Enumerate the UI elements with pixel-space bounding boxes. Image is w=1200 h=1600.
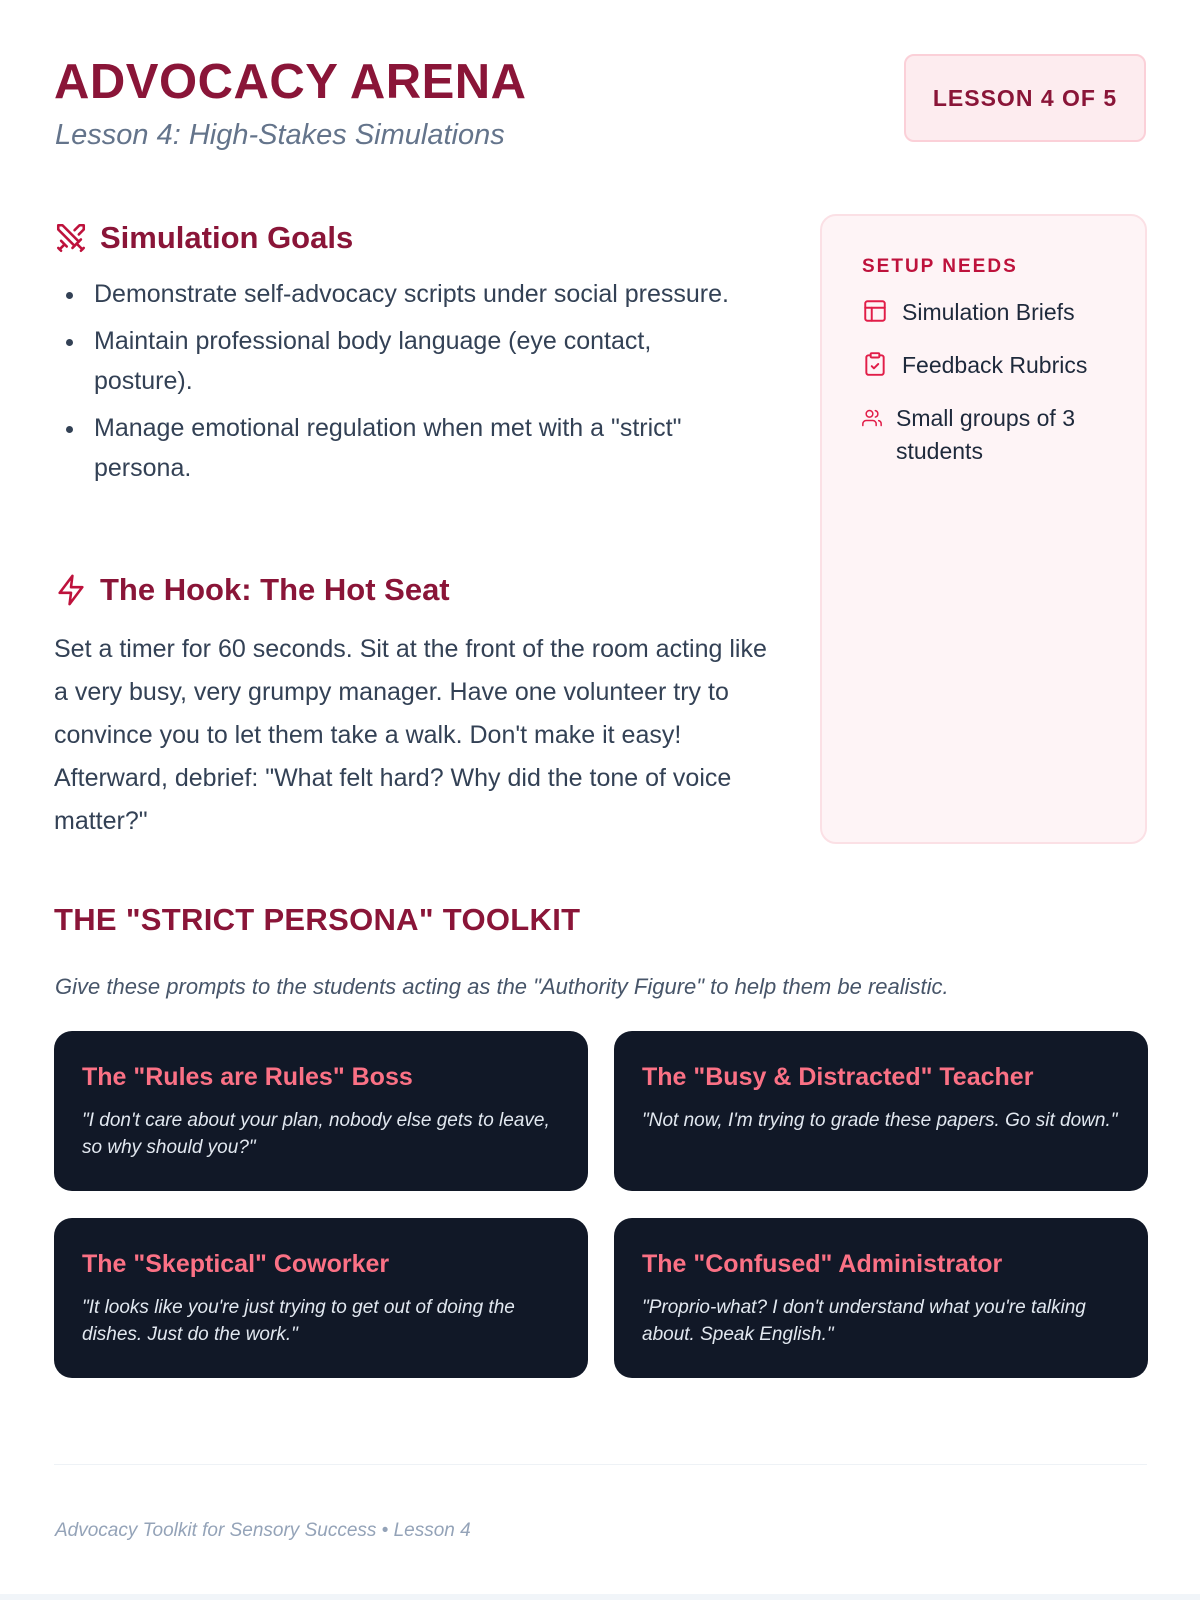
page-title: ADVOCACY ARENA: [54, 55, 527, 109]
list-item: Demonstrate self-advocacy scripts under social pressure.: [54, 274, 754, 314]
bottom-strip: [0, 1594, 1200, 1600]
persona-card-busy-teacher: [614, 1031, 1148, 1191]
persona-card-skeptical-coworker: [54, 1218, 588, 1378]
persona-card-title: The "Skeptical" Coworker: [82, 1250, 390, 1278]
lesson-badge: LESSON 4 OF 5: [904, 54, 1146, 142]
persona-card-rules-boss: [54, 1031, 588, 1191]
hook-heading-label: The Hook: The Hot Seat: [100, 572, 450, 607]
persona-card-title: The "Rules are Rules" Boss: [82, 1063, 413, 1091]
persona-card-quote: "Not now, I'm trying to grade these papers. Go sit down.": [642, 1110, 1118, 1131]
persona-card-quote: "Proprio-what? I don't understand what you're talking about. Speak English.": [642, 1297, 1086, 1345]
lightning-icon: [54, 573, 88, 607]
clipboard-check-icon: [862, 351, 888, 377]
toolkit-intro: Give these prompts to the students acting as the "Authority Figure" to help them be realistic.: [55, 974, 949, 999]
page-subtitle: Lesson 4: High-Stakes Simulations: [55, 119, 505, 151]
setup-panel: [820, 214, 1147, 844]
setup-item-briefs: [862, 296, 1145, 329]
hook-heading: [54, 572, 450, 608]
setup-item-label: Simulation Briefs: [902, 299, 1075, 325]
hook-text: Set a timer for 60 seconds. Sit at the front of the room acting like a very busy, very grumpy manager. Have one volunteer try to convince you to let them take a walk. Don't make it easy! Afterward, debrief: "What felt hard? Why did the tone of voice matter?": [54, 635, 767, 835]
footer-divider: [54, 1464, 1147, 1465]
persona-card-confused-administrator: [614, 1218, 1148, 1378]
list-item: Maintain professional body language (eye contact, posture).: [54, 321, 754, 401]
footer-text: Advocacy Toolkit for Sensory Success • Lesson 4: [55, 1520, 471, 1541]
persona-card-quote: "It looks like you're just trying to get out of doing the dishes. Just do the work.": [82, 1297, 515, 1345]
persona-card-quote: "I don't care about your plan, nobody else gets to leave, so why should you?": [82, 1110, 550, 1158]
persona-card-title: The "Confused" Administrator: [642, 1250, 1003, 1278]
goals-list: [54, 274, 754, 495]
list-item: Manage emotional regulation when met with a "strict" persona.: [54, 408, 754, 488]
persona-card-title: The "Busy & Distracted" Teacher: [642, 1063, 1034, 1091]
users-icon: [862, 408, 882, 428]
toolkit-heading: THE "STRICT PERSONA" TOOLKIT: [54, 902, 581, 937]
setup-item-label: Small groups of 3 students: [896, 405, 1075, 464]
setup-item-rubrics: [862, 349, 1145, 382]
setup-item-label: Feedback Rubrics: [902, 352, 1088, 378]
goals-heading-label: Simulation Goals: [100, 220, 354, 255]
setup-item-groups: [862, 402, 1145, 468]
swords-icon: [54, 221, 88, 255]
goals-heading: [54, 220, 353, 256]
setup-title: SETUP NEEDS: [862, 256, 1018, 277]
layout-icon: [862, 298, 888, 324]
